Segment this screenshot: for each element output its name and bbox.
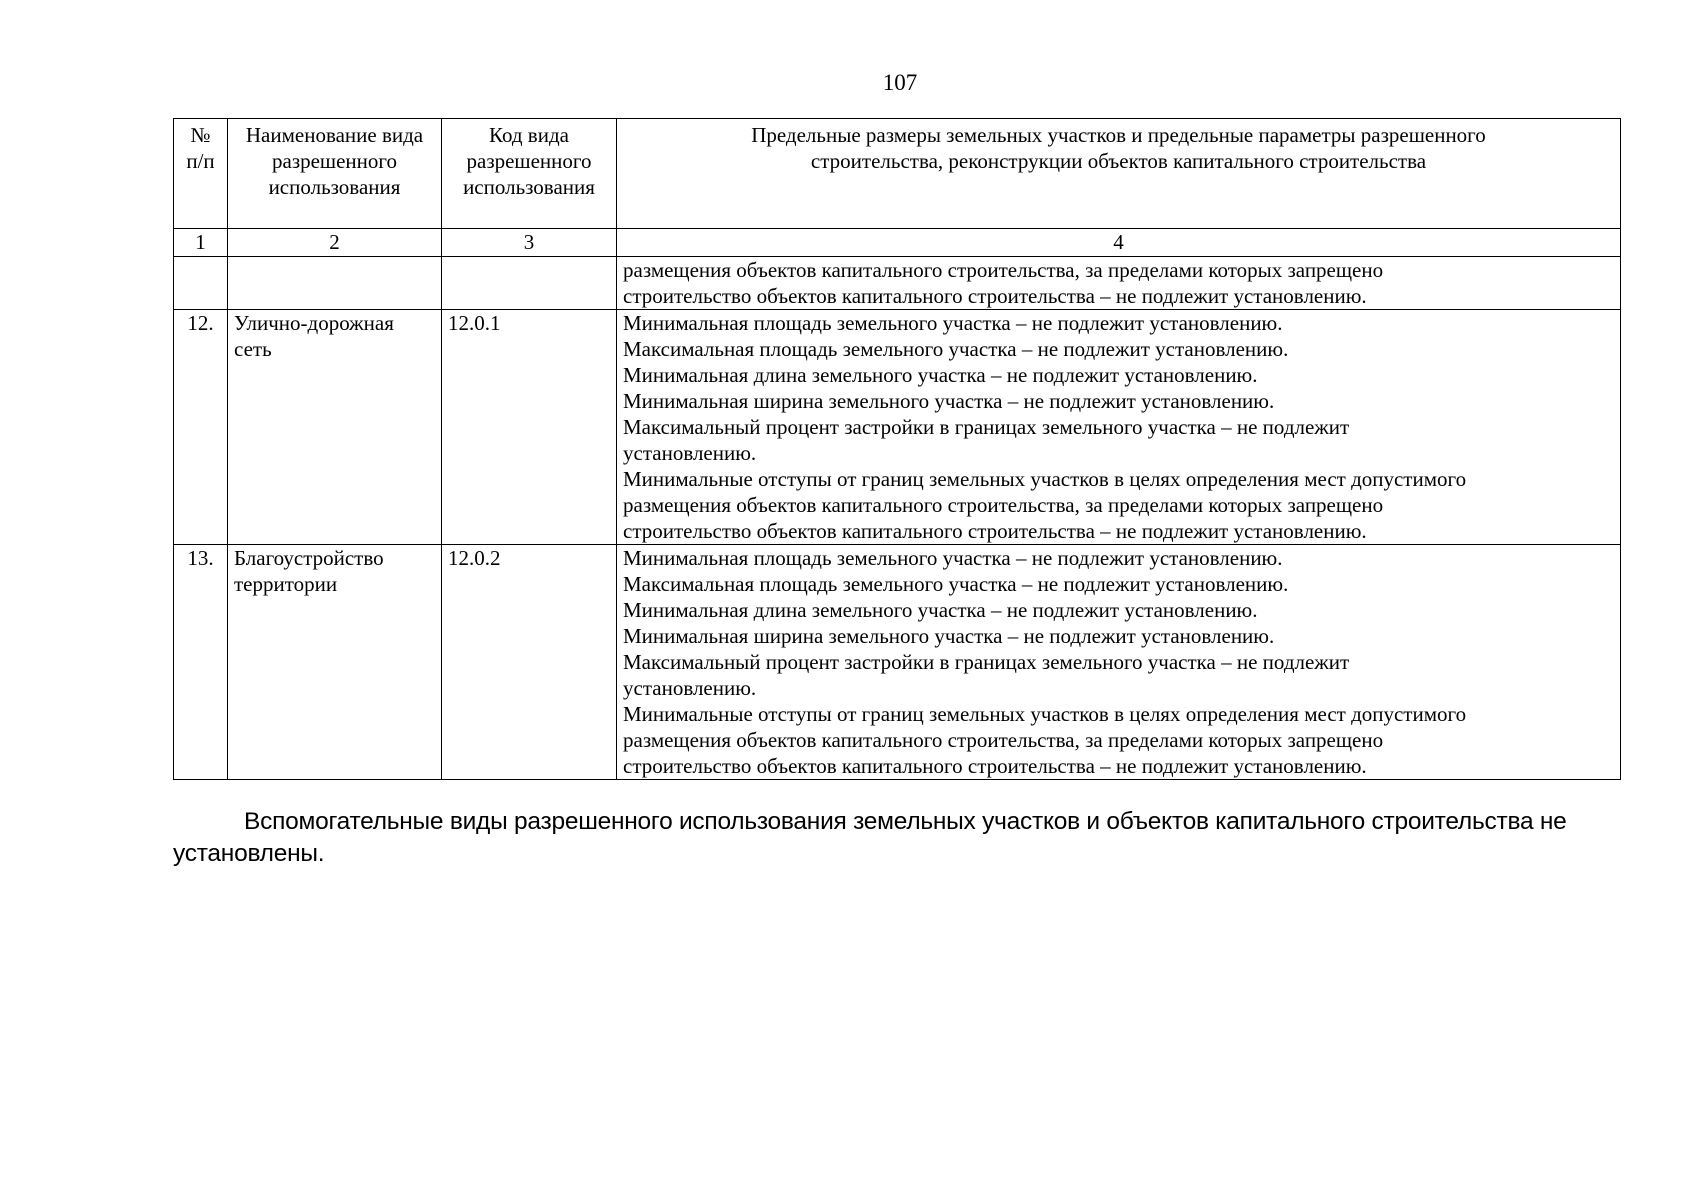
- parameter-line: Минимальные отступы от границ земельных участков в целях определения мест допустимого: [623, 702, 1467, 726]
- parameter-line: Минимальная длина земельного участка – не подлежит установлению.: [623, 363, 1258, 387]
- parameter-line: размещения объектов капитального строительства, за пределами которых запрещено: [623, 258, 1384, 282]
- row-use-type-name: Благоустройство территории: [228, 545, 442, 780]
- row-use-type-name: Улично-дорожная сеть: [228, 310, 442, 545]
- column-number: 4: [617, 229, 1621, 257]
- parameter-line: Максимальная площадь земельного участка – не подлежит установлению.: [623, 337, 1289, 361]
- row-parameters: [617, 545, 1621, 780]
- row-use-type-name: [228, 257, 442, 310]
- parameter-line: размещения объектов капитального строительства, за пределами которых запрещено: [623, 728, 1384, 752]
- column-number: 1: [174, 229, 228, 257]
- parameter-line: Минимальная длина земельного участка – не подлежит установлению.: [623, 598, 1258, 622]
- row-number: 12.: [174, 310, 228, 545]
- auxiliary-use-note: Вспомогательные виды разрешенного использования земельных участков и объектов капитального строительства не установлены.: [173, 808, 1567, 867]
- row-number: [174, 257, 228, 310]
- land-use-parameters-table: [173, 118, 1621, 780]
- row-number: 13.: [174, 545, 228, 780]
- row-use-type-code: [442, 257, 617, 310]
- page-number: 107: [882, 70, 918, 95]
- parameter-line: Максимальная площадь земельного участка – не подлежит установлению.: [623, 572, 1289, 596]
- parameter-line: установлению.: [623, 676, 757, 700]
- header-use-type-code: Код вида разрешенного использования: [442, 119, 617, 229]
- column-number: 3: [442, 229, 617, 257]
- parameter-line: установлению.: [623, 441, 757, 465]
- parameter-line: Минимальная ширина земельного участка – не подлежит установлению.: [623, 624, 1275, 648]
- parameter-line: Минимальная площадь земельного участка – не подлежит установлению.: [623, 546, 1283, 570]
- parameter-line: строительство объектов капитального строительства – не подлежит установлению.: [623, 284, 1367, 308]
- row-parameters: [617, 257, 1621, 310]
- row-use-type-code: 12.0.2: [442, 545, 617, 780]
- header-use-type-name: Наименование вида разрешенного использования: [228, 119, 442, 229]
- parameter-line: Минимальная ширина земельного участка – не подлежит установлению.: [623, 389, 1275, 413]
- column-number: 2: [228, 229, 442, 257]
- parameter-line: Максимальный процент застройки в границах земельного участка – не подлежит: [623, 415, 1350, 439]
- parameter-line: размещения объектов капитального строительства, за пределами которых запрещено: [623, 493, 1384, 517]
- row-parameters: [617, 310, 1621, 545]
- table-row: [174, 310, 1621, 545]
- parameter-line: Максимальный процент застройки в границах земельного участка – не подлежит: [623, 650, 1350, 674]
- row-use-type-code: 12.0.1: [442, 310, 617, 545]
- parameter-line: строительство объектов капитального строительства – не подлежит установлению.: [623, 519, 1367, 543]
- parameter-line: строительство объектов капитального строительства – не подлежит установлению.: [623, 754, 1367, 778]
- header-parameters: Предельные размеры земельных участков и предельные параметры разрешенного строительства, реконструкции объектов капитального строительства: [617, 119, 1621, 229]
- parameter-line: Минимальные отступы от границ земельных участков в целях определения мест допустимого: [623, 467, 1467, 491]
- parameter-line: Минимальная площадь земельного участка – не подлежит установлению.: [623, 311, 1283, 335]
- table-row-continuation: [174, 257, 1621, 310]
- table-header-row: [174, 119, 1621, 229]
- table-row: [174, 545, 1621, 780]
- header-number: № п/п: [174, 119, 228, 229]
- column-number-row: [174, 229, 1621, 257]
